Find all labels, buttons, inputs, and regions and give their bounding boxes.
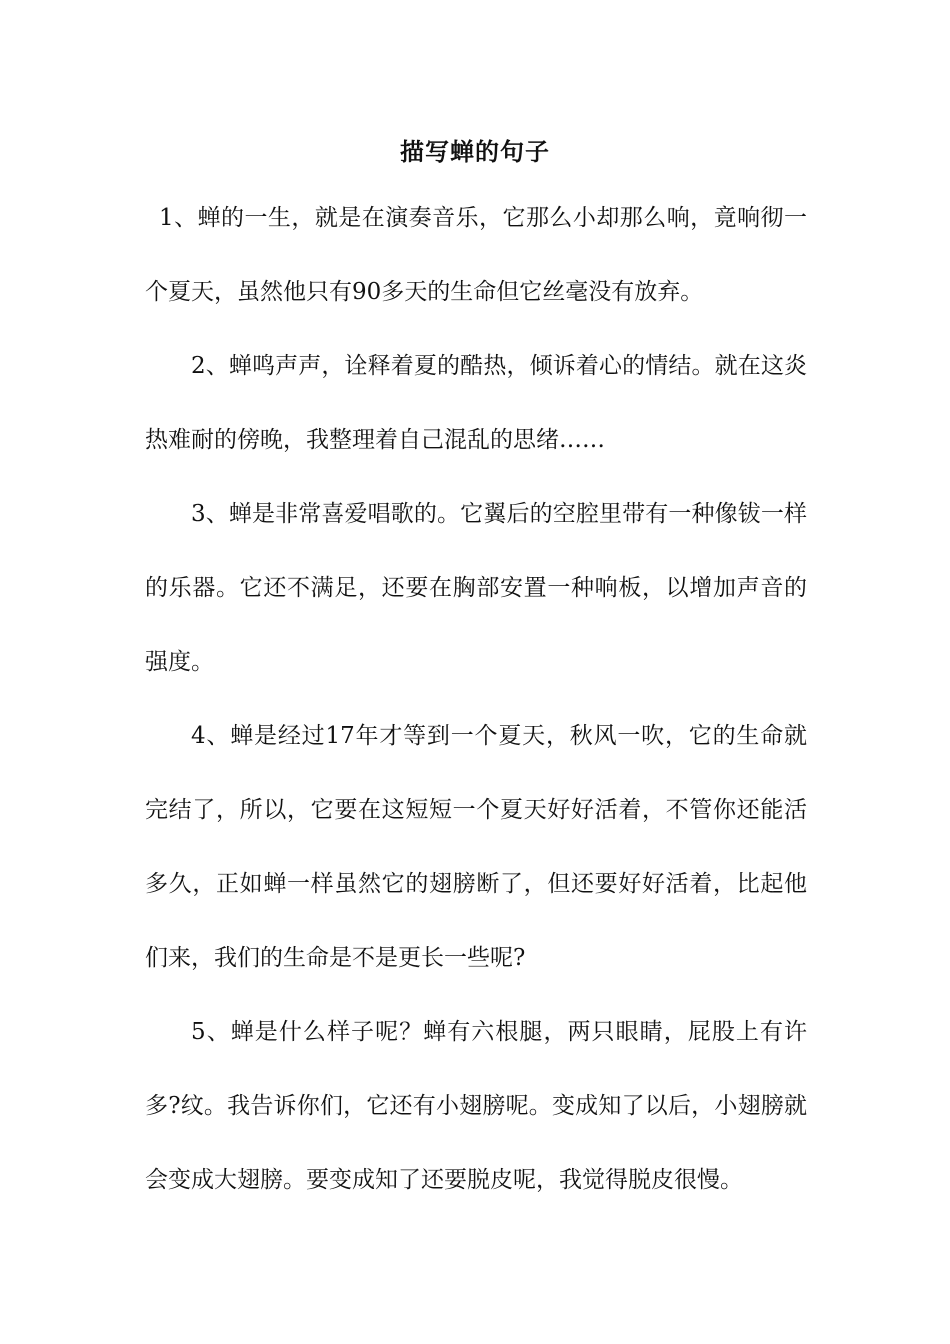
paragraph-5: 5、蝉是什么样子呢？蝉有六根腿，两只眼睛，屁股上有许多?纹。我告诉你们，它还有小翅膀呢。变成知了以后，小翅膀就会变成大翅膀。要变成知了还要脱皮呢，我觉得脱皮很慢。: [145, 1019, 807, 1193]
paragraph-4: 4、蝉是经过17年才等到一个夏天，秋风一吹，它的生命就完结了，所以，它要在这短短一个夏天好好活着，不管你还能活多久，正如蝉一样虽然它的翅膀断了，但还要好好活着，比起他们来，我们的生命是不是更长一些呢?: [145, 723, 807, 971]
paragraph-1: 1、蝉的一生，就是在演奏音乐，它那么小却那么响，竟响彻一个夏天，虽然他只有90多天的生命但它丝毫没有放弃。: [145, 205, 807, 305]
document-title: 描写蝉的句子: [400, 137, 550, 166]
paragraph-3: 3、蝉是非常喜爱唱歌的。它翼后的空腔里带有一种像钹一样的乐器。它还不满足，还要在胸部安置一种响板，以增加声音的强度。: [145, 501, 807, 675]
document-body: [145, 181, 807, 1217]
paragraph-2: 2、蝉鸣声声，诠释着夏的酷热，倾诉着心的情结。就在这炎热难耐的傍晚，我整理着自己混乱的思绪……: [145, 353, 807, 453]
